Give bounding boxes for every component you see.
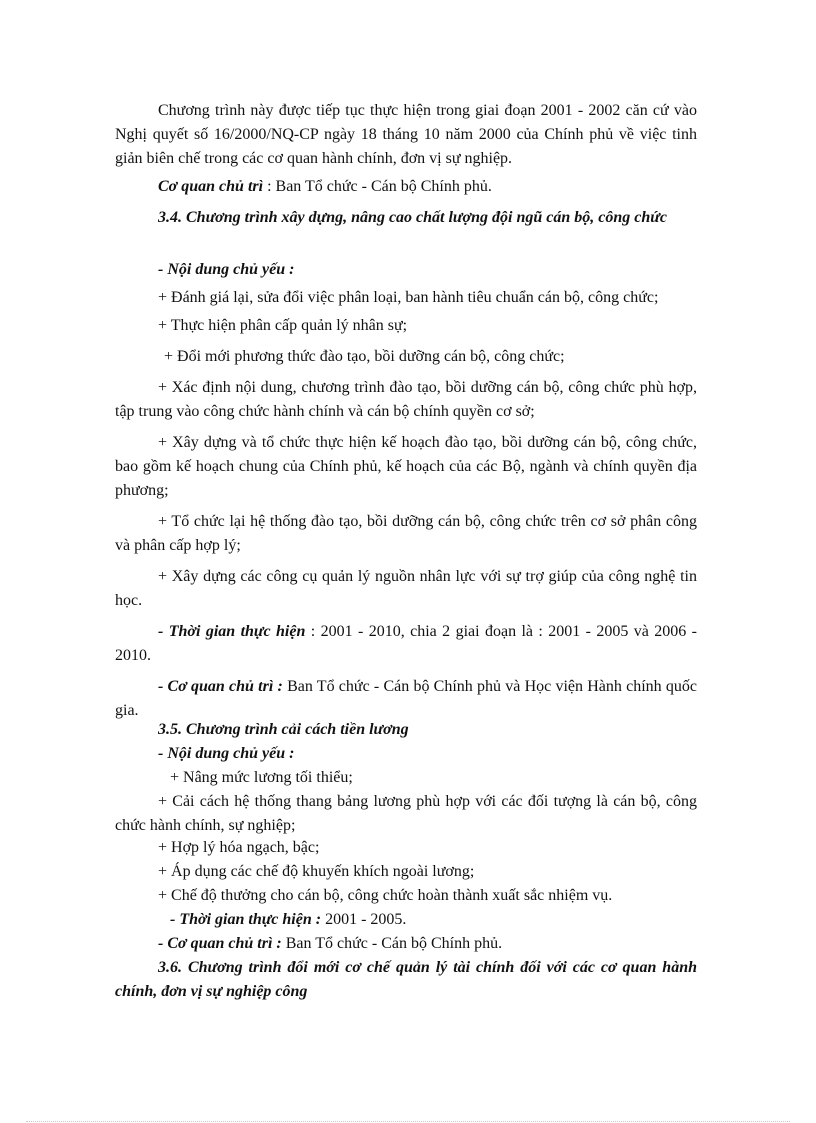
value-implementation-time: : 2001 - 2010, chia 2 giai đoạn là : 2001 - 2005 và 2006 - 2010. (115, 623, 698, 664)
bullet-item (115, 884, 697, 908)
bullet-text: + Áp dụng các chế độ khuyến khích ngoài lương; (158, 863, 475, 880)
value-lead-agency: : Ban Tổ chức - Cán bộ Chính phủ. (263, 178, 492, 195)
bullet-item (115, 790, 697, 838)
heading-text: 3.4. Chương trình xây dựng, nâng cao chất lượng đội ngũ cán bộ, công chức (158, 209, 667, 226)
subheading-text: - Nội dung chủ yếu : (158, 261, 295, 278)
bullet-text: + Nâng mức lương tối thiểu; (170, 769, 353, 786)
paragraph-implementation-time (115, 908, 697, 932)
bullet-item (115, 836, 697, 860)
heading-text: 3.6. Chương trình đổi mới cơ chế quản lý tài chính đối với các cơ quan hành chính, đơn vị sự nghiệp công (115, 959, 697, 1000)
bullet-item (115, 376, 697, 424)
label-lead-agency: Cơ quan chủ trì (158, 178, 264, 195)
label-lead-agency: - Cơ quan chủ trì : (158, 935, 282, 952)
value-lead-agency: Ban Tổ chức - Cán bộ Chính phủ và Học viện Hành chính quốc gia. (115, 678, 697, 719)
section-heading-3-5 (115, 718, 697, 742)
bullet-item (115, 286, 697, 310)
bullet-item (115, 431, 697, 503)
section-heading-3-6 (115, 956, 697, 1004)
bullet-text: + Tổ chức lại hệ thống đào tạo, bồi dưỡng cán bộ, công chức trên cơ sở phân công và phân cấp hợp lý; (115, 513, 697, 554)
value-lead-agency: Ban Tổ chức - Cán bộ Chính phủ. (281, 935, 503, 952)
label-implementation-time: - Thời gian thực hiện (158, 623, 306, 640)
paragraph-implementation-time (115, 620, 697, 668)
bullet-item (115, 510, 697, 558)
bullet-text: + Xây dựng các công cụ quản lý nguồn nhân lực với sự trợ giúp của công nghệ tin học. (115, 568, 697, 609)
subheading-main-content (115, 258, 697, 282)
bullet-text: + Cải cách hệ thống thang bảng lương phù hợp với các đối tượng là cán bộ, công chức hành chính, sự nghiệp; (115, 793, 697, 834)
paragraph-lead-agency-3-4 (115, 675, 697, 723)
paragraph-text: Chương trình này được tiếp tục thực hiện trong giai đoạn 2001 - 2002 căn cứ vào Nghị quyết số 16/2000/NQ-CP ngày 18 tháng 10 năm 2000 của Chính phủ về việc tinh giản biên chế trong các cơ quan hành chính, đơn vị sự nghiệp. (115, 102, 697, 167)
page-bottom-divider (26, 1121, 790, 1122)
bullet-text: + Xác định nội dung, chương trình đào tạo, bồi dưỡng cán bộ, công chức phù hợp, tập trung vào công chức hành chính và cán bộ chính quyền cơ sở; (115, 379, 697, 420)
bullet-item (115, 345, 697, 369)
subheading-text: - Nội dung chủ yếu : (158, 745, 295, 762)
bullet-item (115, 565, 697, 613)
bullet-text: + Chế độ thưởng cho cán bộ, công chức hoàn thành xuất sắc nhiệm vụ. (158, 887, 613, 904)
paragraph-program-continuation (115, 99, 697, 171)
bullet-text: + Đánh giá lại, sửa đổi việc phân loại, ban hành tiêu chuẩn cán bộ, công chức; (158, 289, 659, 306)
paragraph-lead-agency-3-5 (115, 932, 697, 956)
bullet-text: + Xây dựng và tổ chức thực hiện kế hoạch đào tạo, bồi dưỡng cán bộ, công chức, bao gồm kế hoạch chung của Chính phủ, kế hoạch của các Bộ, ngành và chính quyền địa phương; (115, 434, 697, 499)
bullet-text: + Thực hiện phân cấp quản lý nhân sự; (158, 317, 408, 334)
section-heading-3-4 (115, 206, 697, 230)
bullet-item (115, 860, 697, 884)
bullet-text: + Đổi mới phương thức đào tạo, bồi dưỡng cán bộ, công chức; (164, 348, 565, 365)
label-lead-agency: - Cơ quan chủ trì : (158, 678, 283, 695)
value-implementation-time: 2001 - 2005. (321, 911, 407, 928)
paragraph-lead-agency (115, 175, 697, 199)
bullet-text: + Hợp lý hóa ngạch, bậc; (158, 839, 320, 856)
label-implementation-time: - Thời gian thực hiện : (170, 911, 322, 928)
bullet-item (115, 766, 697, 790)
subheading-main-content (115, 742, 697, 766)
heading-text: 3.5. Chương trình cải cách tiền lương (158, 721, 409, 738)
bullet-item (115, 314, 697, 338)
